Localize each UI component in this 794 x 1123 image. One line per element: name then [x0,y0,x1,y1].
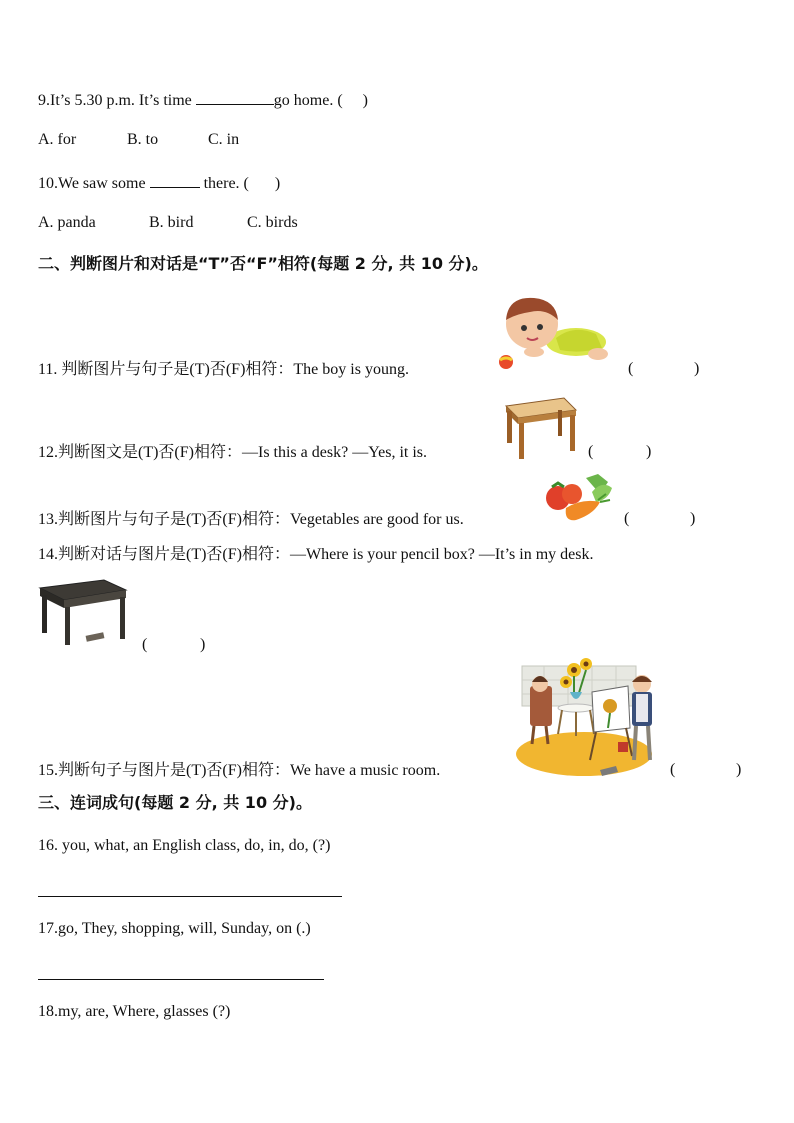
q9-option-a[interactable]: A. for [38,131,77,148]
q10-option-a[interactable]: A. panda [38,214,96,231]
section-2-title: 二、判断图片和对话是“T”否“F”相符(每题 2 分, 共 10 分)。 [38,254,488,273]
q9-text-pre: 9.It’s 5.30 p.m. It’s time [38,92,196,109]
q10-text-pre: 10.We saw some [38,175,150,192]
q15-paren-open: ( [670,761,676,778]
question-9 [38,88,368,111]
q13-paren-close: ) [690,510,696,527]
question-12: 12.判断图文是(T)否(F)相符：—Is this a desk? —Yes, it is. [38,444,428,461]
question-17: 17.go, They, shopping, will, Sunday, on (.) [38,920,311,937]
q12-paren-close: ) [646,443,652,460]
q10-close-paren: ) [274,175,281,192]
question-18: 18.my, are, Where, glasses (?) [38,1003,231,1020]
q11-paren-open: ( [628,360,634,377]
section-3-title: 三、连词成句(每题 2 分, 共 10 分)。 [38,793,312,812]
question-14: 14.判断对话与图片是(T)否(F)相符：—Where is your pencil box? —It’s in my desk. [38,546,594,563]
question-16: 16. you, what, an English class, do, in, do, (?) [38,837,331,854]
q13-paren-open: ( [624,510,630,527]
q9-option-c[interactable]: C. in [208,131,240,148]
q11-paren-close: ) [694,360,700,377]
q14-answer-field[interactable] [154,635,198,655]
q14-paren-close: ) [200,636,206,653]
q10-option-c[interactable]: C. birds [247,214,298,231]
dark-desk-image [38,578,128,648]
question-10 [38,171,280,194]
question-13: 13.判断图片与句子是(T)否(F)相符：Vegetables are good for us. [38,511,464,528]
q10-option-b[interactable]: B. bird [149,214,194,231]
q9-close-paren: ) [362,92,368,109]
q9-option-b[interactable]: B. to [127,131,159,148]
q12-answer-field[interactable] [600,442,642,462]
q17-answer-line[interactable] [38,979,324,980]
art-room-image [514,656,662,778]
q13-answer-field[interactable] [636,509,688,529]
q15-paren-close: ) [736,761,742,778]
vegetables-image [542,472,614,524]
q11-answer-field[interactable] [640,359,692,379]
question-15: 15.判断句子与图片是(T)否(F)相符：We have a music room. [38,762,441,779]
q16-answer-line[interactable] [38,896,342,897]
q12-paren-open: ( [588,443,594,460]
question-11: 11. 判断图片与句子是(T)否(F)相符：The boy is young. [38,361,409,378]
q10-answer-blank[interactable] [150,171,200,188]
q9-answer-blank[interactable] [196,88,274,105]
q14-paren-open: ( [142,636,148,653]
q10-text-post: there. ( [199,175,249,192]
q9-text-post: go home. ( [273,92,343,109]
desk-image [500,396,578,460]
crawling-baby-image [494,294,616,372]
q15-answer-field[interactable] [682,760,734,780]
